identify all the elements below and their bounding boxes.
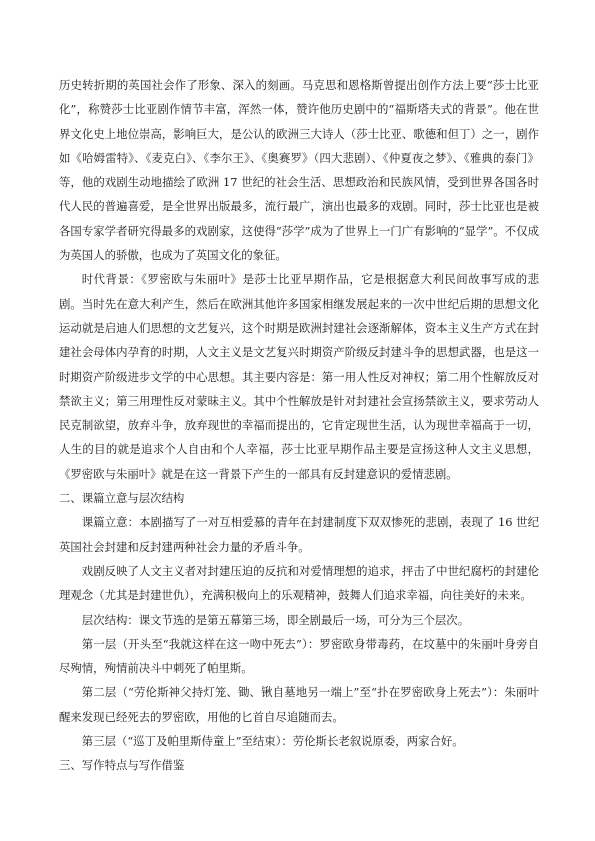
paragraph-layer-two: 第二层（“劳伦斯神父持灯笼、锄、锹自墓地另一端上”至“扑在罗密欧身上死去”）：朱丽叶醒来发现已经死去的罗密欧，用他的匕首自尽追随而去。 <box>59 685 539 724</box>
paragraph-drama-reflection: 戏剧反映了人文主义者对封建压迫的反抗和对爱情理想的追求，抨击了中世纪腐朽的封建伦理观念（尤其是封建世仇），充满积极向上的乐观精神，鼓舞人们追求幸福，向往美好的未来。 <box>59 563 539 603</box>
paragraph-structure-intro: 层次结构：课文节选的是第五幕第三场，即全剧最后一场，可分为三个层次。 <box>81 612 470 627</box>
paragraph-intro-continued: 历史转折期的英国社会作了形象、深入的刻画。马克思和恩格斯曾提出创作方法上要“莎士比亚化”，称赞莎士比亚剧作情节丰富，浑然一体，赞许他历史剧中的“福斯塔夫式的背景”。他在世界文化史上地位崇高，影响巨大，是公认的欧洲三大诗人（莎士比亚、歌德和但丁）之一，剧作如《哈姆雷特》、《麦克白》、《李尔王》、《奥赛罗》（四大悲剧）、《仲夏夜之梦》、《雅典的泰门》等，他的戏剧生动地描绘了欧洲 17 世纪的社会生活、思想政治和民族风情，受到世界各国各时代人民的普遍喜爱，是全世界出版最多，流行最广，演出也最多的戏剧。同时，莎士比亚也是被各国专家学者研究得最多的戏剧家，这使得“莎学”成为了世界上一门广有影响的“显学”。不仅成为英国人的骄傲，也成为了英国文化的象征。 <box>59 78 539 263</box>
section-heading-theme-structure: 二、课篇立意与层次结构 <box>59 491 185 506</box>
document-body <box>59 73 539 778</box>
paragraph-layer-three: 第三层（“巡丁及帕里斯侍童上”至结束）：劳伦斯长老叙说原委，两家合好。 <box>81 734 464 749</box>
paragraph-historical-background: 时代背景：《罗密欧与朱丽叶》是莎士比亚早期作品，它是根据意大利民间故事写成的悲剧。当时先在意大利产生，然后在欧洲其他许多国家相继发展起来的一次中世纪后期的思想文化运动就是启迪人们思想的文艺复兴，这个时期是欧洲封建社会逐渐解体，资本主义生产方式在封建社会母体内孕育的时期，人文主义是文艺复兴时期资产阶级反封建斗争的思想武器，也是这一时期资产阶级进步文学的中心思想。其主要内容是：第一用人性反对神权；第二用个性解放反对禁欲主义；第三用理性反对蒙昧主义。其中个性解放是针对封建社会宣扬禁欲主义，要求劳动人民克制欲望，放弃斗争，放弃现世的幸福而提出的，它肯定现世生活，认为现世幸福高于一切，人生的目的就是追求个人自由和个人幸福，莎士比亚早期作品主要是宣扬这种人文主义思想，《罗密欧与朱丽叶》就是在这一背景下产生的一部具有反封建意识的爱情悲剧。 <box>59 272 539 481</box>
paragraph-layer-one: 第一层（开头至“我就这样在这一吻中死去”）：罗密欧身带毒药，在坟墓中的朱丽叶身旁自尽殉情，殉情前决斗中刺死了帕里斯。 <box>59 636 539 676</box>
section-heading-writing-features: 三、写作特点与写作借鉴 <box>59 758 185 773</box>
paragraph-theme: 课篇立意：本剧描写了一对互相爱慕的青年在封建制度下双双惨死的悲剧，表现了 16 世纪英国社会封建和反封建两种社会力量的矛盾斗争。 <box>59 515 539 554</box>
